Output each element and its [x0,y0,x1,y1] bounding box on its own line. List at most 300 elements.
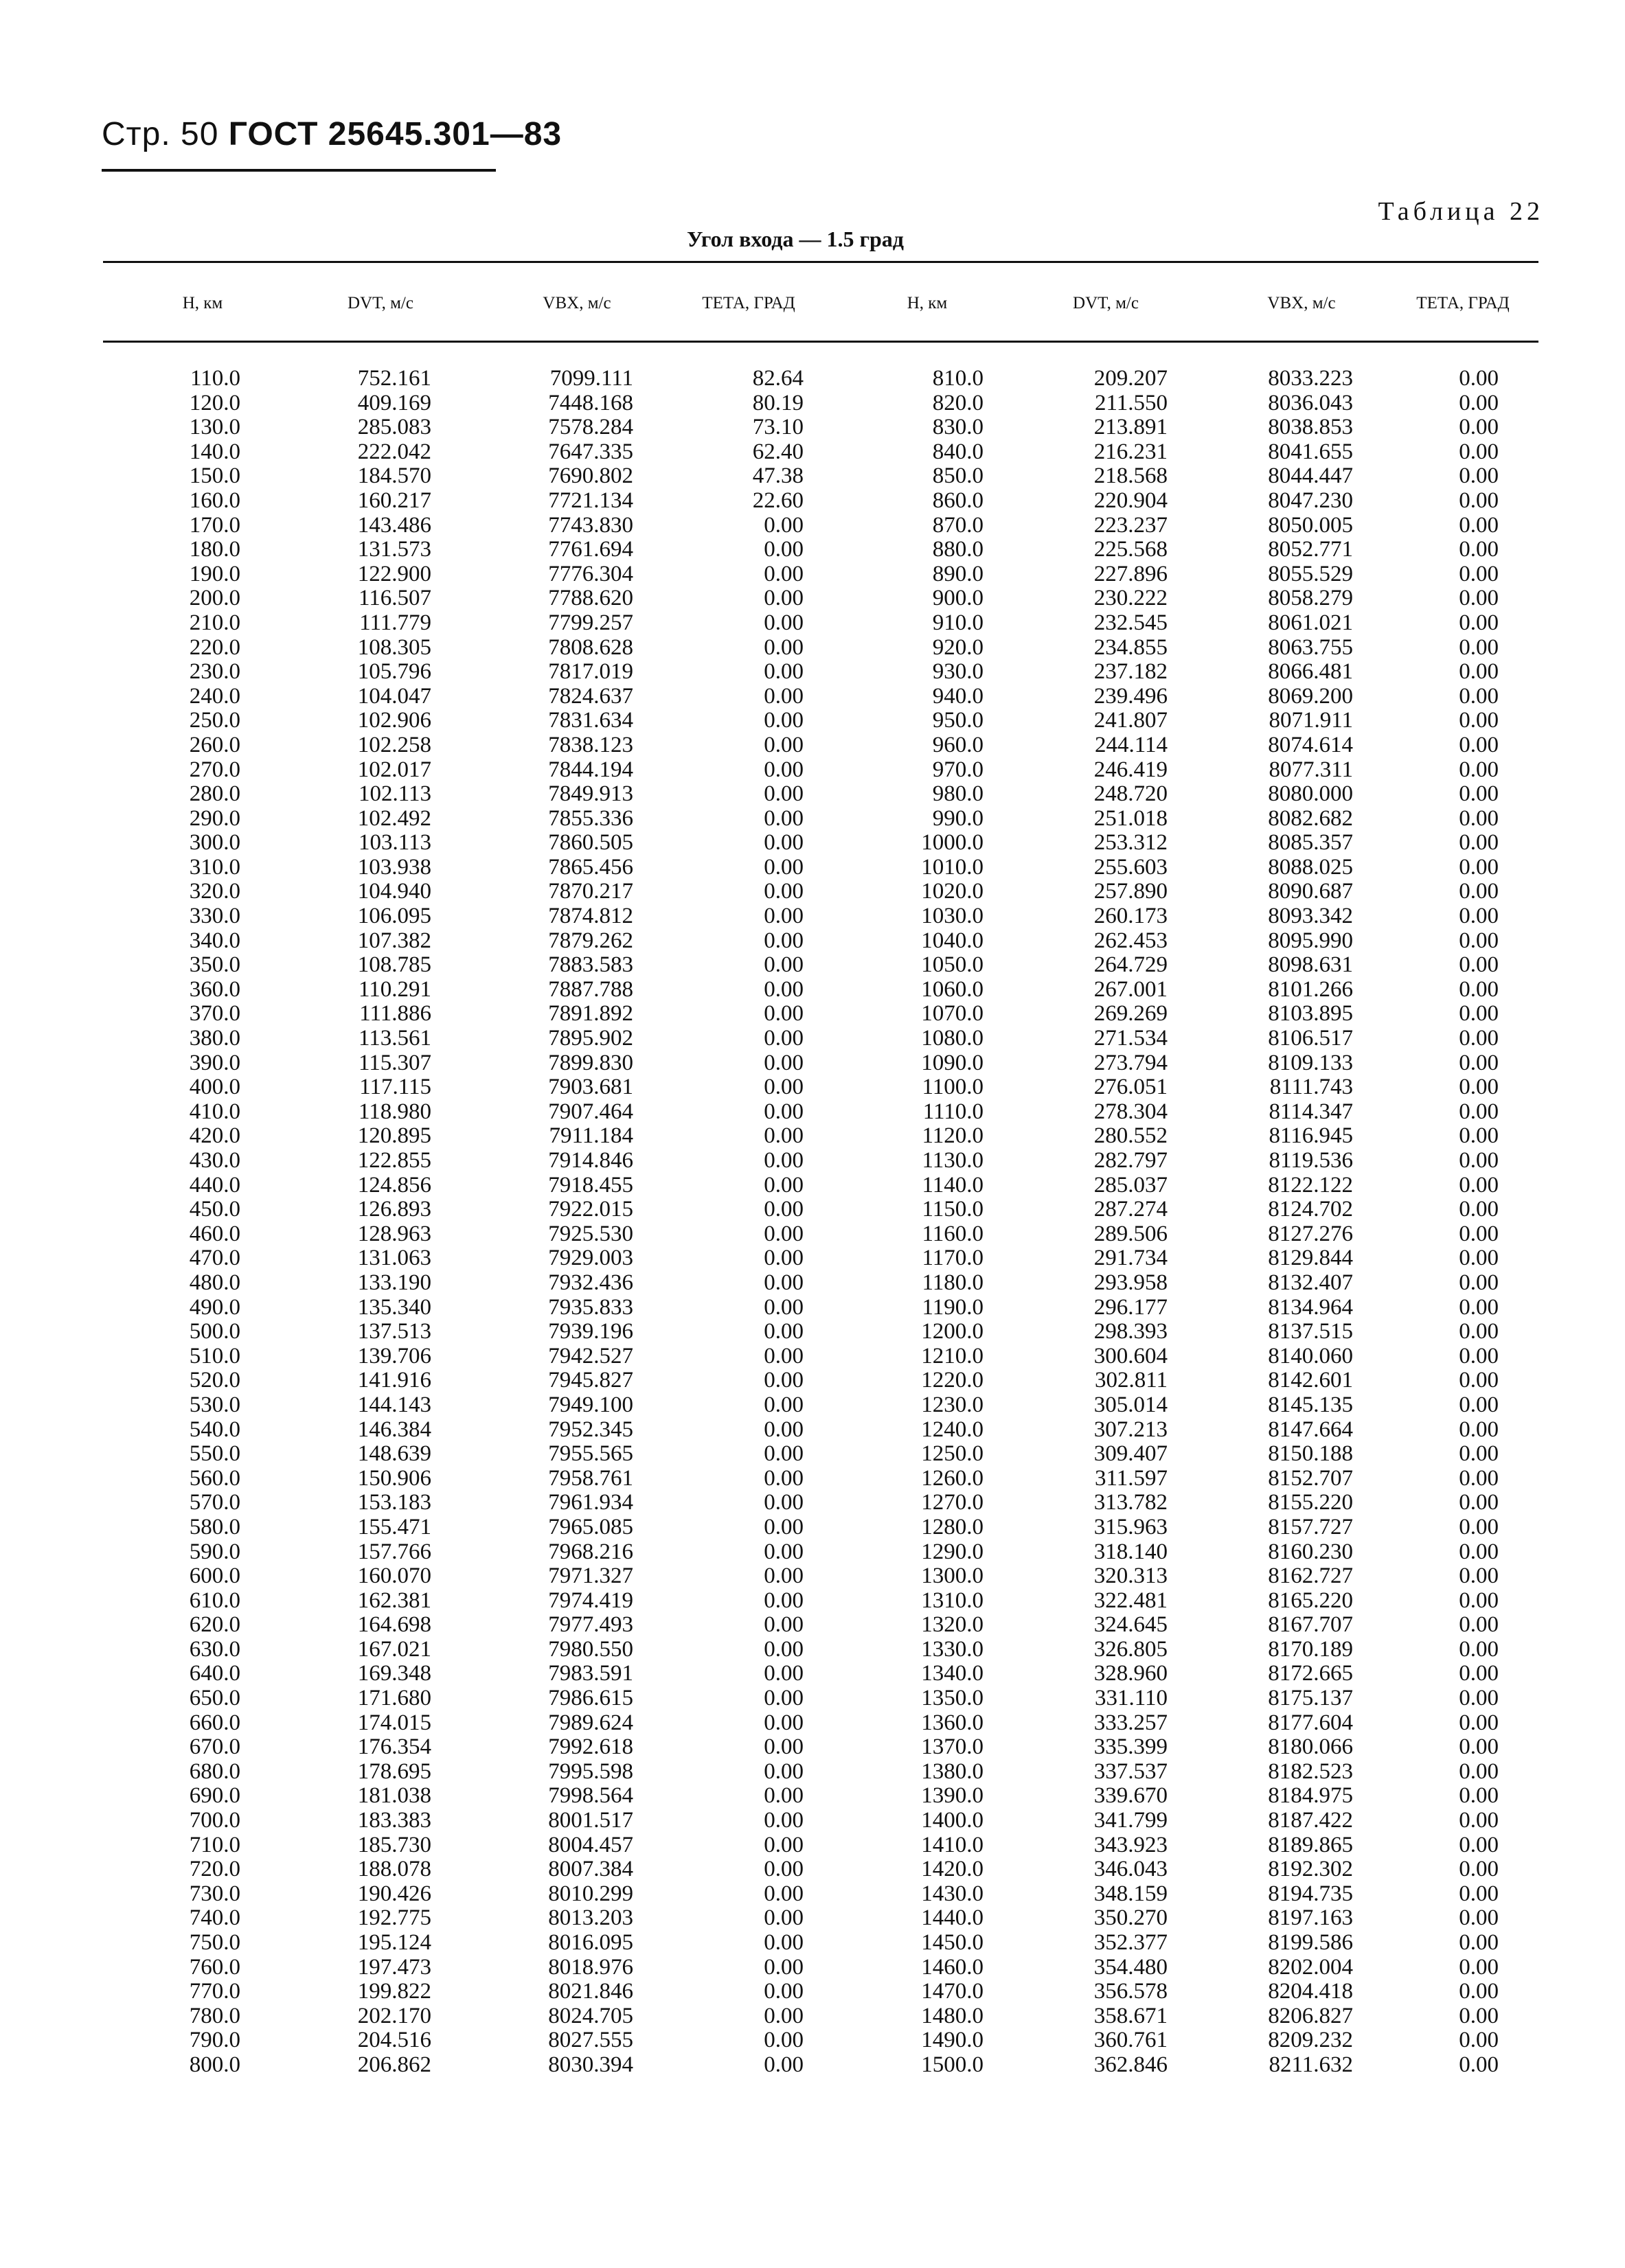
cell-dvt: 164.698 [357,1612,431,1638]
table-row [0,1393,1625,1418]
cell-teta-2: 0.00 [1459,610,1499,635]
cell-vbx: 7932.436 [548,1270,633,1295]
cell-teta-2: 0.00 [1459,1294,1499,1320]
table-row [0,782,1625,807]
cell-vbx-2: 8074.614 [1268,732,1353,757]
cell-vbx: 8004.457 [548,1832,633,1857]
cell-h-2: 990.0 [932,805,984,831]
cell-h: 390.0 [189,1050,240,1075]
cell-vbx: 7986.615 [548,1686,633,1711]
cell-vbx: 7883.583 [548,952,633,978]
cell-teta-2: 0.00 [1459,928,1499,953]
cell-teta-2: 0.00 [1459,1441,1499,1467]
cell-vbx: 7974.419 [548,1588,633,1613]
cell-h: 730.0 [189,1881,240,1906]
table-row [0,1515,1625,1540]
cell-dvt: 122.900 [357,561,431,586]
table-row [0,733,1625,758]
cell-teta-2: 0.00 [1459,1417,1499,1442]
cell-teta: 0.00 [764,1197,804,1222]
cell-teta: 0.00 [764,1881,804,1906]
cell-dvt: 178.695 [357,1759,431,1784]
cell-vbx-2: 8202.004 [1268,1954,1353,1980]
cell-h: 240.0 [189,683,240,709]
table-row [0,538,1625,562]
table-row [0,1980,1625,2004]
cell-vbx-2: 8157.727 [1268,1514,1353,1539]
cell-vbx: 7914.846 [548,1148,633,1173]
cell-vbx: 7761.694 [548,537,633,562]
cell-h: 310.0 [189,854,240,880]
cell-vbx: 7887.788 [548,976,633,1002]
cell-dvt-2: 285.037 [1093,1172,1168,1198]
cell-teta: 0.00 [764,1050,804,1075]
table-row [0,978,1625,1003]
cell-teta: 0.00 [764,561,804,586]
cell-teta-2: 0.00 [1459,1636,1499,1662]
cell-teta: 0.00 [764,854,804,880]
cell-vbx-2: 8085.357 [1268,830,1353,856]
cell-teta-2: 0.00 [1459,830,1499,856]
table-row [0,1711,1625,1736]
cell-vbx: 8010.299 [548,1881,633,1906]
cell-teta-2: 0.00 [1459,1197,1499,1222]
table-row [0,758,1625,783]
cell-dvt-2: 209.207 [1093,366,1168,391]
cell-h-2: 830.0 [932,415,984,440]
cell-h: 230.0 [189,659,240,685]
cell-dvt-2: 311.597 [1094,1465,1168,1491]
cell-h-2: 1060.0 [921,976,984,1002]
cell-vbx: 7992.618 [548,1734,633,1760]
cell-vbx-2: 8197.163 [1268,1905,1353,1931]
cell-vbx: 7448.168 [548,390,633,415]
cell-teta: 0.00 [764,781,804,807]
cell-dvt: 153.183 [357,1490,431,1515]
cell-dvt-2: 218.568 [1093,463,1168,489]
cell-h-2: 1460.0 [921,1954,984,1980]
cell-dvt: 195.124 [357,1930,431,1955]
cell-dvt: 128.963 [357,1221,431,1246]
cell-teta-2: 0.00 [1459,1343,1499,1368]
table-row [0,1760,1625,1785]
cell-vbx-2: 8124.702 [1268,1197,1353,1222]
cell-teta: 0.00 [764,1099,804,1124]
cell-teta-2: 0.00 [1459,634,1499,660]
cell-dvt-2: 300.604 [1093,1343,1168,1368]
cell-h: 450.0 [189,1197,240,1222]
cell-dvt-2: 313.782 [1093,1490,1168,1515]
cell-h-2: 1140.0 [922,1172,984,1198]
cell-teta: 0.00 [764,659,804,685]
cell-vbx: 7855.336 [548,805,633,831]
table-title: Угол входа — 1.5 град [687,227,904,251]
cell-dvt-2: 315.963 [1093,1514,1168,1539]
cell-teta-2: 0.00 [1459,757,1499,782]
cell-vbx: 7939.196 [548,1319,633,1344]
cell-vbx: 7099.111 [549,366,633,391]
cell-h: 350.0 [189,952,240,978]
cell-dvt: 131.573 [357,537,431,562]
cell-teta: 0.00 [764,1294,804,1320]
cell-vbx-2: 8077.311 [1269,757,1353,782]
cell-h-2: 1240.0 [921,1417,984,1442]
cell-teta: 0.00 [764,928,804,953]
cell-vbx: 7911.184 [549,1123,633,1149]
cell-h-2: 1110.0 [922,1099,984,1124]
cell-vbx-2: 8098.631 [1268,952,1353,978]
cell-h: 330.0 [189,904,240,929]
cell-vbx-2: 8127.276 [1268,1221,1353,1246]
cell-teta-2: 0.00 [1459,2003,1499,2028]
cell-dvt-2: 273.794 [1093,1050,1168,1075]
cell-teta: 0.00 [764,1612,804,1638]
table-row [0,1198,1625,1222]
cell-h-2: 820.0 [932,390,984,415]
cell-teta-2: 0.00 [1459,1808,1499,1833]
cell-h-2: 1410.0 [921,1832,984,1857]
cell-vbx-2: 8160.230 [1268,1539,1353,1564]
cell-vbx: 7799.257 [548,610,633,635]
cell-vbx-2: 8165.220 [1268,1588,1353,1613]
cell-teta: 0.00 [764,1075,804,1100]
cell-vbx: 7980.550 [548,1636,633,1662]
cell-dvt: 752.161 [357,366,431,391]
cell-h: 670.0 [189,1734,240,1760]
cell-vbx-2: 8175.137 [1268,1686,1353,1711]
cell-dvt: 108.305 [357,634,431,660]
table-row [0,709,1625,733]
cell-teta: 0.00 [764,1172,804,1198]
cell-h: 200.0 [189,586,240,611]
cell-h-2: 950.0 [932,708,984,733]
cell-teta: 0.00 [764,610,804,635]
table-row [0,1662,1625,1686]
column-header-dvt: DVT, м/с [348,294,413,312]
cell-h-2: 1080.0 [921,1026,984,1051]
table-row [0,367,1625,391]
cell-dvt-2: 289.506 [1093,1221,1168,1246]
cell-h-2: 1070.0 [921,1001,984,1027]
table-row [0,1613,1625,1638]
cell-dvt-2: 260.173 [1093,904,1168,929]
cell-h-2: 890.0 [932,561,984,586]
cell-teta: 0.00 [764,512,804,538]
cell-dvt-2: 237.182 [1093,659,1168,685]
cell-h-2: 1260.0 [921,1465,984,1491]
cell-h: 760.0 [189,1954,240,1980]
standard-id: ГОСТ 25645.301—83 [228,116,562,152]
cell-vbx-2: 8114.347 [1269,1099,1353,1124]
table-row [0,2028,1625,2053]
cell-dvt-2: 352.377 [1093,1930,1168,1955]
cell-dvt-2: 264.729 [1093,952,1168,978]
cell-teta: 0.00 [764,1783,804,1809]
column-header-h: H, км [182,294,223,312]
cell-h-2: 1180.0 [922,1270,984,1295]
cell-teta-2: 0.00 [1459,1857,1499,1882]
cell-dvt: 167.021 [357,1636,431,1662]
cell-vbx: 7965.085 [548,1514,633,1539]
cell-dvt-2: 230.222 [1093,586,1168,611]
table-row [0,1246,1625,1271]
cell-h-2: 850.0 [932,463,984,489]
header-underline [102,169,496,172]
cell-h: 480.0 [189,1270,240,1295]
column-header-vbx: VBX, м/с [543,294,611,312]
cell-vbx: 7647.335 [548,439,633,464]
table-row [0,562,1625,587]
table-row [0,1833,1625,1858]
cell-vbx: 7879.262 [548,928,633,953]
cell-vbx-2: 8206.827 [1268,2003,1353,2028]
cell-h: 720.0 [189,1857,240,1882]
cell-teta: 82.64 [752,366,804,391]
cell-vbx-2: 8194.735 [1268,1881,1353,1906]
cell-dvt: 118.980 [358,1099,431,1124]
cell-vbx-2: 8050.005 [1268,512,1353,538]
cell-dvt: 124.856 [357,1172,431,1198]
cell-dvt: 148.639 [357,1441,431,1467]
cell-teta: 0.00 [764,683,804,709]
cell-dvt: 104.940 [357,879,431,904]
cell-teta-2: 0.00 [1459,1734,1499,1760]
cell-teta: 0.00 [764,1441,804,1467]
cell-dvt: 103.938 [357,854,431,880]
table-row [0,660,1625,685]
cell-h: 210.0 [189,610,240,635]
cell-teta-2: 0.00 [1459,1783,1499,1809]
cell-vbx: 7998.564 [548,1783,633,1809]
table-row [0,1956,1625,1980]
cell-dvt-2: 335.399 [1093,1734,1168,1760]
cell-h-2: 1430.0 [921,1881,984,1906]
cell-vbx-2: 8204.418 [1268,1979,1353,2004]
cell-h-2: 1370.0 [921,1734,984,1760]
cell-dvt: 202.170 [357,2003,431,2028]
cell-teta-2: 0.00 [1459,1148,1499,1173]
cell-dvt: 192.775 [357,1905,431,1931]
cell-teta: 0.00 [764,1368,804,1393]
cell-dvt: 204.516 [357,2028,431,2053]
table-row [0,1100,1625,1125]
table-row [0,880,1625,904]
cell-teta-2: 0.00 [1459,366,1499,391]
cell-vbx: 8001.517 [548,1808,633,1833]
cell-teta-2: 0.00 [1459,415,1499,440]
cell-h: 550.0 [189,1441,240,1467]
cell-teta-2: 0.00 [1459,1026,1499,1051]
cell-vbx: 7870.217 [548,879,633,904]
cell-h: 250.0 [189,708,240,733]
cell-h-2: 860.0 [932,488,984,513]
cell-dvt-2: 241.807 [1093,708,1168,733]
cell-dvt-2: 307.213 [1093,1417,1168,1442]
cell-dvt-2: 331.110 [1094,1686,1168,1711]
cell-dvt: 181.038 [357,1783,431,1809]
cell-dvt: 105.796 [357,659,431,685]
cell-h: 710.0 [189,1832,240,1857]
cell-h: 270.0 [189,757,240,782]
cell-dvt-2: 298.393 [1093,1319,1168,1344]
cell-h-2: 1320.0 [921,1612,984,1638]
table-top-rule [103,261,1538,263]
table-row [0,415,1625,440]
cell-vbx: 8024.705 [548,2003,633,2028]
cell-h: 530.0 [189,1392,240,1417]
cell-vbx-2: 8101.266 [1268,976,1353,1002]
cell-vbx-2: 8080.000 [1268,781,1353,807]
cell-vbx-2: 8211.632 [1269,2052,1353,2077]
cell-h-2: 940.0 [932,683,984,709]
cell-vbx: 7776.304 [548,561,633,586]
cell-teta-2: 0.00 [1459,2052,1499,2077]
cell-h-2: 1470.0 [921,1979,984,2004]
table-row [0,514,1625,538]
table-header-row [0,294,1625,321]
cell-h: 520.0 [189,1368,240,1393]
cell-teta: 0.00 [764,1710,804,1735]
cell-teta-2: 0.00 [1459,1392,1499,1417]
cell-teta-2: 0.00 [1459,463,1499,489]
cell-dvt-2: 356.578 [1093,1979,1168,2004]
cell-dvt: 120.895 [357,1123,431,1149]
cell-dvt: 285.083 [357,415,431,440]
cell-teta-2: 0.00 [1459,1686,1499,1711]
cell-dvt: 115.307 [358,1050,431,1075]
cell-dvt-2: 337.537 [1093,1759,1168,1784]
cell-teta-2: 0.00 [1459,1905,1499,1931]
cell-dvt: 102.906 [357,708,431,733]
cell-teta-2: 0.00 [1459,659,1499,685]
cell-h: 260.0 [189,732,240,757]
cell-dvt: 197.473 [357,1954,431,1980]
cell-h: 490.0 [189,1294,240,1320]
cell-dvt-2: 225.568 [1093,537,1168,562]
cell-teta-2: 0.00 [1459,1710,1499,1735]
cell-h-2: 1490.0 [921,2028,984,2053]
cell-vbx: 7945.827 [548,1368,633,1393]
cell-dvt-2: 350.270 [1093,1905,1168,1931]
cell-dvt: 409.169 [357,390,431,415]
table-row [0,1809,1625,1833]
cell-dvt-2: 326.805 [1093,1636,1168,1662]
cell-dvt-2: 211.550 [1094,390,1168,415]
cell-teta: 73.10 [752,415,804,440]
cell-vbx: 7955.565 [548,1441,633,1467]
cell-teta-2: 0.00 [1459,2028,1499,2053]
cell-h-2: 1360.0 [921,1710,984,1735]
cell-vbx: 7983.591 [548,1661,633,1686]
table-row [0,1931,1625,1956]
cell-h: 750.0 [189,1930,240,1955]
cell-dvt-2: 276.051 [1093,1075,1168,1100]
cell-teta: 0.00 [764,2003,804,2028]
cell-dvt: 141.916 [357,1368,431,1393]
cell-teta: 0.00 [764,952,804,978]
cell-h-2: 1280.0 [921,1514,984,1539]
cell-dvt-2: 324.645 [1093,1612,1168,1638]
cell-teta: 47.38 [752,463,804,489]
cell-vbx-2: 8069.200 [1268,683,1353,709]
cell-h-2: 1160.0 [922,1221,984,1246]
cell-teta-2: 0.00 [1459,1123,1499,1149]
cell-h-2: 1380.0 [921,1759,984,1784]
cell-vbx: 7578.284 [548,415,633,440]
cell-teta: 0.00 [764,1636,804,1662]
cell-teta: 0.00 [764,708,804,733]
cell-dvt: 206.862 [357,2052,431,2077]
cell-h-2: 1440.0 [921,1905,984,1931]
table-row [0,2004,1625,2029]
cell-teta-2: 0.00 [1459,1246,1499,1271]
cell-teta: 0.00 [764,1270,804,1295]
cell-teta: 0.00 [764,2052,804,2077]
cell-dvt: 137.513 [357,1319,431,1344]
table-header-rule [103,341,1538,343]
cell-dvt-2: 343.923 [1093,1832,1168,1857]
cell-teta-2: 0.00 [1459,1490,1499,1515]
cell-h: 440.0 [189,1172,240,1198]
cell-teta: 0.00 [764,1759,804,1784]
cell-vbx: 7874.812 [548,904,633,929]
cell-vbx-2: 8132.407 [1268,1270,1353,1295]
cell-h: 370.0 [189,1001,240,1027]
cell-dvt-2: 246.419 [1093,757,1168,782]
cell-h-2: 930.0 [932,659,984,685]
cell-teta: 0.00 [764,1417,804,1442]
cell-dvt: 188.078 [357,1857,431,1882]
cell-dvt-2: 305.014 [1093,1392,1168,1417]
cell-vbx-2: 8111.743 [1269,1075,1353,1100]
cell-h: 190.0 [189,561,240,586]
cell-dvt-2: 320.313 [1093,1563,1168,1589]
table-label: Таблица 22 [1378,197,1544,226]
cell-vbx: 7844.194 [548,757,633,782]
table-row [0,611,1625,636]
cell-h: 170.0 [189,512,240,538]
table-row [0,1027,1625,1051]
cell-dvt: 106.095 [357,904,431,929]
cell-h-2: 1390.0 [921,1783,984,1809]
cell-teta-2: 0.00 [1459,732,1499,757]
cell-teta: 0.00 [764,805,804,831]
cell-teta-2: 0.00 [1459,805,1499,831]
cell-dvt: 104.047 [357,683,431,709]
table-row [0,1638,1625,1662]
cell-vbx-2: 8152.707 [1268,1465,1353,1491]
cell-h-2: 870.0 [932,512,984,538]
cell-dvt: 108.785 [357,952,431,978]
cell-teta-2: 0.00 [1459,390,1499,415]
cell-dvt-2: 339.670 [1093,1783,1168,1809]
cell-dvt-2: 213.891 [1093,415,1168,440]
cell-vbx: 7721.134 [548,488,633,513]
table-row [0,1857,1625,1882]
cell-vbx: 8007.384 [548,1857,633,1882]
cell-h: 770.0 [189,1979,240,2004]
cell-vbx: 7899.830 [548,1050,633,1075]
cell-dvt: 184.570 [357,463,431,489]
cell-dvt-2: 232.545 [1093,610,1168,635]
cell-teta: 0.00 [764,1123,804,1149]
cell-dvt: 135.340 [357,1294,431,1320]
cell-dvt: 160.217 [357,488,431,513]
table-row [0,685,1625,709]
cell-dvt-2: 244.114 [1094,732,1168,757]
cell-vbx: 7817.019 [548,659,633,685]
cell-h-2: 1170.0 [922,1246,984,1271]
